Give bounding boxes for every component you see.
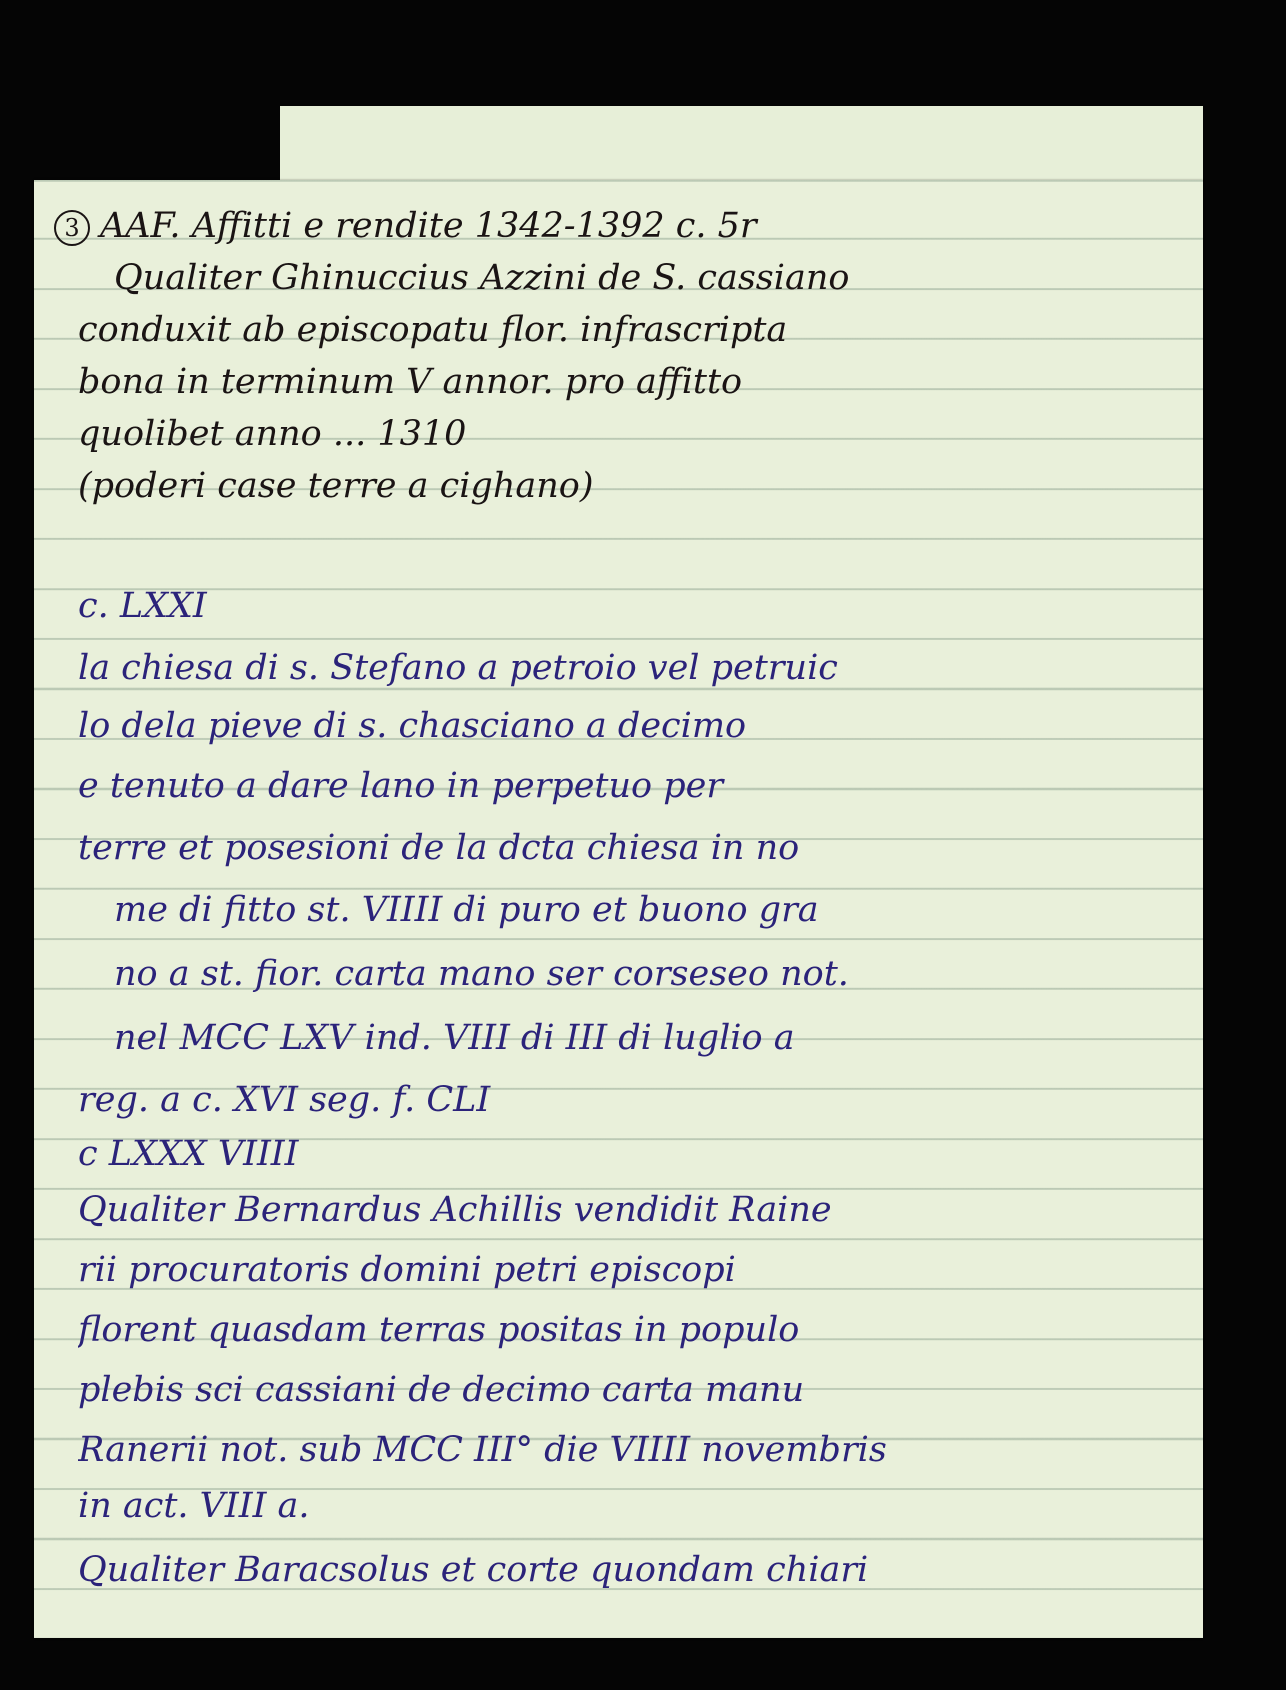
text-line: bona in terminum V annor. pro affitto: [78, 362, 743, 402]
text-line: (poderi case terre a cighano): [78, 466, 594, 506]
text-line: reg. a c. XVI seg. f. CLI: [78, 1080, 491, 1120]
circled-number: 3: [54, 210, 90, 246]
text-line: c. LXXI: [78, 586, 207, 626]
text-line: Qualiter Baracsolus et corte quondam chiari: [78, 1550, 869, 1590]
text-line: rii procuratoris domini petri episcopi: [78, 1250, 736, 1290]
header-text: AAF. Affitti e rendite 1342-1392 c. 5r: [100, 206, 757, 246]
text-line: terre et posesioni de la dcta chiesa in no: [78, 828, 800, 868]
header-line: [54, 200, 1193, 252]
text-line: lo dela pieve di s. chasciano a decimo: [78, 706, 747, 746]
text-line: no a st. fior. carta mano ser corseseo not.: [114, 954, 849, 994]
text-line: la chiesa di s. Stefano a petroio vel petruic: [78, 648, 838, 688]
card-notch: [270, 100, 280, 184]
text-line: e tenuto a dare lano in perpetuo per: [78, 766, 724, 806]
text-line: nel MCC LXV ind. VIII di III di luglio a: [114, 1018, 795, 1058]
text-line: florent quasdam terras positas in populo: [78, 1310, 800, 1350]
text-line: Qualiter Bernardus Achillis vendidit Raine: [78, 1190, 832, 1230]
text-line: c LXXX VIIII: [78, 1134, 299, 1174]
text-line: plebis sci cassiani de decimo carta manu: [78, 1370, 805, 1410]
index-card: [34, 180, 1203, 1638]
text-line: Ranerii not. sub MCC III° die VIIII novembris: [78, 1430, 887, 1470]
text-line: in act. VIII a.: [78, 1486, 310, 1526]
text-line: quolibet anno ... 1310: [78, 414, 467, 454]
text-line: conduxit ab episcopatu flor. infrascripta: [78, 310, 788, 350]
text-line: Qualiter Ghinuccius Azzini de S. cassiano: [114, 258, 850, 298]
text-line: me di fitto st. VIIII di puro et buono gra: [114, 890, 819, 930]
